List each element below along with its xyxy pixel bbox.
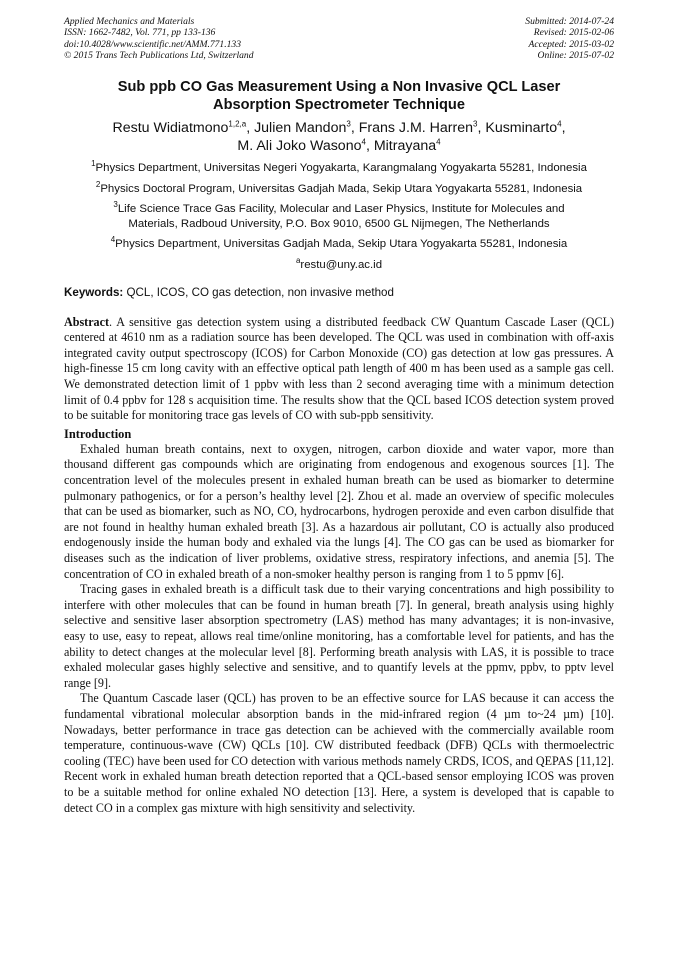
author-name: Restu Widiatmono [112,120,229,137]
affiliation-text: Physics Department, Universitas Gadjah Mada, Sekip Utara Yogyakarta 55281, Indonesia [115,238,568,251]
affiliation-text: Life Science Trace Gas Facility, Molecular and Laser Physics, Institute for Molecules and [117,203,565,216]
issn-line: ISSN: 1662-7482, Vol. 771, pp 133-136 [64,27,216,39]
author-sup: 3 [473,119,478,129]
doi-line[interactable]: doi:10.4028/www.scientific.net/AMM.771.133 [64,38,242,50]
author-name: , Mitrayana [365,138,437,155]
keywords-label: Keywords: [64,285,124,299]
title-line-1: Sub ppb CO Gas Measurement Using a Non Invasive QCL Laser [117,79,561,96]
affiliation-sup: 3 [113,200,118,210]
author-sup: 4 [557,119,562,129]
affiliation-1 [64,161,614,176]
keywords-text: QCL, ICOS, CO gas detection, non invasive method [123,285,394,299]
author-name: M. Ali Joko Wasono [237,138,362,155]
affiliation-text: Physics Department, Universitas Negeri Yogyakarta, Karangmalang Yogyakarta 55281, Indonesia [95,162,587,175]
abstract-label: Abstract [64,314,110,329]
affiliation-3 [64,202,614,231]
author-name: , Frans J.M. Harren [350,120,474,137]
author-list [64,119,614,155]
author-sup: 4 [436,137,441,147]
accepted-date: Accepted: 2015-03-02 [528,38,614,50]
abstract [64,315,614,424]
journal-header [64,16,614,61]
submitted-date: Submitted: 2014-07-24 [525,16,614,27]
author-line-1: Restu Widiatmono$^{1,2,a}$, Julien Mandon$^3$, Frans J.M. Harren$^3$, Kusminarto$^4$, [112,119,566,137]
revised-date: Revised: 2015-02-06 [533,27,614,39]
affiliation-sup: 4 [110,235,116,245]
email-sup: a [295,255,301,265]
author-name: , Kusminarto [477,120,558,137]
email-link[interactable]: restu@uny.ac.id [300,258,383,271]
introduction-paragraph: Exhaled human breath contains, next to oxygen, nitrogen, carbon dioxide and water vapor, more than thousand different gas compounds which are originating from endogenous and exogenous sources [1]. The concentration level of the molecules present in exhaled human breath can be used as biomarker to determine pulmonary pathogenics, or for a person’s healthy level [2]. Zhou et al. made an overview of specific molecules that can be used as biomarker, such as NO, CO, hydrocarbons, hydrogen peroxide and even carbon disulfide that are not found in healthy human exhaled breath [3]. As a hazardous air pollutant, CO is actually also produced endogenously inside the human body and exhaled via the lungs [4]. The CO gas can be used as biomarker for diseases such as the indication of liver problems, oxidative stress, respiratory infections, and anemia [5]. The concentration of CO in exhaled breath of a non-smoker healthy person is ranging from 1 to 5 ppmv [6]. [64,441,614,581]
affiliation-text: Materials, Radboud University, P.O. Box 9010, 6500 GL Nijmegen, The Netherlands [128,217,550,230]
affiliation-2 [64,179,614,197]
introduction-paragraph: The Quantum Cascade laser (QCL) has proven to be an effective source for LAS because it can access the fundamental vibrational molecular absorption bands in the mid-infrared region (4 µm to~24 µm) [10]. Nowadays, better performance in trace gas detection can be achieved with the commercially available room temperature, continuous-wave (CW) QCLs [10]. CW distributed feedback (DFB) QCLs with thermoelectric cooling (TEC) have been used for CO detection with various methods namely CRDS, ICOS, and QEPAS [11,12]. Recent work in exhaled human breath detection reported that a QCL-based sensor employing ICOS was proven to be a suitable method for online exhaled NO detection [13]. Here, a system is developed that is capable to detect CO in a complex gas mixture with high sensitivity and selectivity. [64,691,614,815]
author-sup: 3 [346,119,351,129]
author-name: , Julien Mandon [246,120,347,137]
journal-info [64,16,254,61]
author-sup: 1,2,a [228,119,247,129]
author-sup: 4 [361,137,366,147]
introduction-paragraph: Tracing gases in exhaled breath is a difficult task due to their varying concentrations and high possibility to interfere with other molecules that can be found in human breath [7]. In general, breath analysis using highly selective and sensitive laser absorption spectrometry (LAS) method has many advantages; it is non-invasive, easy to use, easy to repeat, allows real time/online monitoring, has a comfortable level for patients, and has the ability to detect changes at the molecular level [8]. Performing breath analysis with LAS, it is possible to trace exhaled molecular gases highly selective and sensitive, and to quantify levels at the ppmv, ppbv, to pptv level range [9]. [64,582,614,690]
section-heading-introduction: Introduction [64,426,132,441]
affiliation-sup: 1 [91,159,96,169]
title-line-2: Absorption Spectrometer Technique [213,96,465,113]
affiliation-text: Physics Doctoral Program, Universitas Gadjah Mada, Sekip Utara Yogyakarta 55281, Indonesia [100,182,583,195]
introduction-body [64,442,614,816]
submission-dates [525,16,614,61]
corresponding-email [64,255,614,272]
journal-name: Applied Mechanics and Materials [64,16,195,27]
abstract-text: . A sensitive gas detection system using a distributed feedback CW Quantum Cascade Laser (QCL) centered at 4610 nm as a radiation source has been developed. The QCL was used in combination with off-axis integrated cavity output spectroscopy (ICOS) for Carbon Monoxide (CO) gas detection at low gas pressures. A high-finesse 15 cm long cavity with an effective optical path length of 400 m has been used as a sample gas cell. We demonstrated detection limit of 1 ppbv with less than 2 second averaging time with a minimum detection limit of 0.4 ppbv for 128 s acquisition time. The results show that the QCL based ICOS detection system proved to be suitable for monitoring trace gas levels of CO with sub-ppb sensitivity. [64,314,614,423]
keywords [64,286,614,300]
affiliation-sup: 2 [95,179,101,189]
affiliation-4 [64,237,614,252]
paper-title [64,79,614,114]
copyright-line: © 2015 Trans Tech Publications Ltd, Switzerland [64,49,254,61]
author-line-2 [64,137,614,155]
online-date: Online: 2015-07-02 [537,49,614,61]
